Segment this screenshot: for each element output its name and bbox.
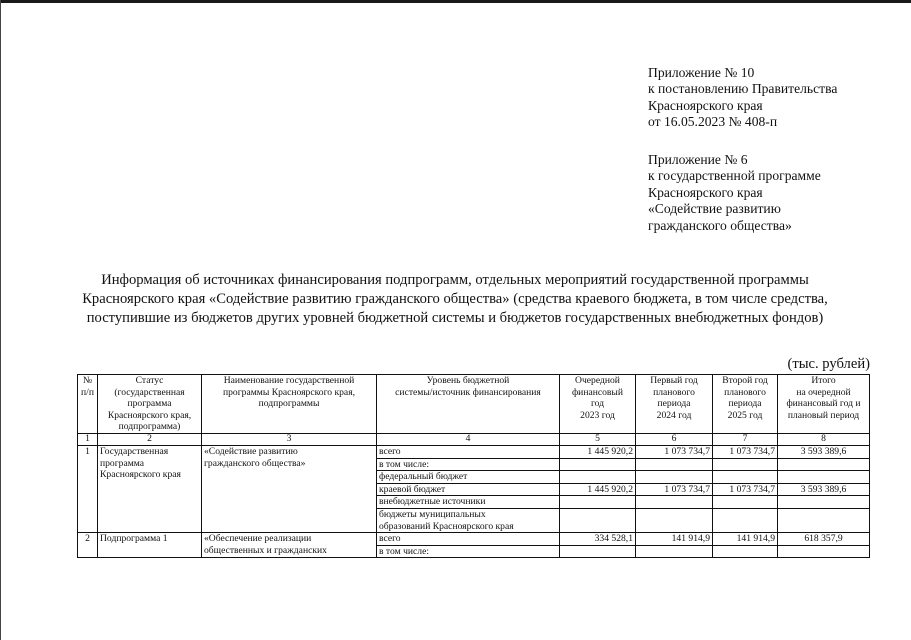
appendix-6-block (648, 152, 908, 234)
level-cell: федеральный бюджет (377, 471, 560, 484)
value-total (778, 471, 870, 484)
value-total (778, 458, 870, 471)
header-name: Наименование государственной программы Красноярского края, подпрограммы (202, 375, 377, 434)
value-total (778, 545, 870, 558)
units-label: (тыс. рублей) (787, 356, 870, 372)
value-2025 (713, 508, 778, 532)
subprogram-num: 2 (78, 533, 98, 558)
value-2023 (560, 508, 636, 532)
value-total: 618 357,9 (778, 533, 870, 546)
col-number: 6 (636, 433, 713, 445)
value-2024: 1 073 734,7 (636, 483, 713, 496)
appendix-10-line2: к постановлению Правительства (648, 81, 838, 97)
value-2025 (713, 458, 778, 471)
appendix-6-line3: Красноярского края (648, 184, 763, 200)
document-title (40, 271, 870, 328)
program-num: 1 (78, 445, 98, 532)
col-number: 3 (202, 433, 377, 445)
col-number: 5 (560, 433, 636, 445)
appendix-10-line1: Приложение № 10 (648, 65, 755, 80)
value-2023 (560, 458, 636, 471)
value-2025: 1 073 734,7 (713, 445, 778, 458)
title-line1: Информация об источниках финансирования подпрограмм, отдельных мероприятий государственной программы (101, 272, 809, 288)
column-number-row (78, 433, 870, 445)
value-2023: 1 445 920,2 (560, 483, 636, 496)
header-2023: Очередной финансовый год 2023 год (560, 375, 636, 434)
value-2025 (713, 496, 778, 509)
value-2023 (560, 471, 636, 484)
value-2025 (713, 471, 778, 484)
value-2024 (636, 496, 713, 509)
col-number: 2 (98, 433, 202, 445)
value-2023: 1 445 920,2 (560, 445, 636, 458)
appendix-10-line3: Красноярского края (648, 97, 763, 113)
appendix-6-line1: Приложение № 6 (648, 152, 748, 167)
value-2023: 334 528,1 (560, 533, 636, 546)
col-number: 4 (377, 433, 560, 445)
appendix-6-line4: «Содействие развитию (648, 201, 781, 217)
value-2024 (636, 545, 713, 558)
header-2024: Первый год планового периода 2024 год (636, 375, 713, 434)
value-2025 (713, 545, 778, 558)
level-cell: краевой бюджет (377, 483, 560, 496)
financing-table (77, 374, 870, 558)
level-cell: всего (377, 533, 560, 546)
header-row (78, 375, 870, 434)
value-2024 (636, 508, 713, 532)
value-total: 3 593 389,6 (778, 483, 870, 496)
col-number: 7 (713, 433, 778, 445)
value-2024: 1 073 734,7 (636, 445, 713, 458)
value-2023 (560, 496, 636, 509)
appendix-10-line4: от 16.05.2023 № 408-п (648, 114, 778, 130)
title-line2: Красноярского края «Содействие развитию гражданского общества» (средства краевого бюджета, в том числе средства, (82, 291, 828, 307)
title-line3: поступившие из бюджетов других уровней бюджетной системы и бюджетов государственных внебюджетных фондов) (86, 310, 824, 326)
table-row (78, 533, 870, 546)
level-cell: всего (377, 445, 560, 458)
program-name: «Содействие развитию гражданского общества» (202, 445, 377, 532)
header-status: Статус (государственная программа Красноярского края, подпрограмма) (98, 375, 202, 434)
value-2024: 141 914,9 (636, 533, 713, 546)
level-cell: бюджеты муниципальных образований Красноярского края (377, 508, 560, 532)
col-number: 8 (778, 433, 870, 445)
col-number: 1 (78, 433, 98, 445)
appendix-6-line5: гражданского общества» (648, 217, 792, 233)
appendix-10-block (648, 65, 908, 131)
value-2025: 141 914,9 (713, 533, 778, 546)
table-row (78, 445, 870, 458)
value-total: 3 593 389,6 (778, 445, 870, 458)
subprogram-name: «Обеспечение реализации общественных и гражданских (202, 533, 377, 558)
header-num: № п/п (78, 375, 98, 434)
header-2025: Второй год планового периода 2025 год (713, 375, 778, 434)
subprogram-status: Подпрограмма 1 (98, 533, 202, 558)
level-cell: внебюджетные источники (377, 496, 560, 509)
scan-left-edge (0, 0, 1, 640)
appendix-6-line2: к государственной программе (648, 168, 821, 184)
value-2024 (636, 471, 713, 484)
header-level: Уровень бюджетной системы/источник финансирования (377, 375, 560, 434)
level-cell: в том числе: (377, 545, 560, 558)
header-total: Итого на очередной финансовый год и плановый период (778, 375, 870, 434)
program-status: Государственная программа Красноярского края (98, 445, 202, 532)
value-2024 (636, 458, 713, 471)
value-2025: 1 073 734,7 (713, 483, 778, 496)
value-2023 (560, 545, 636, 558)
scan-top-edge (0, 0, 911, 3)
level-cell: в том числе: (377, 458, 560, 471)
value-total (778, 508, 870, 532)
value-total (778, 496, 870, 509)
